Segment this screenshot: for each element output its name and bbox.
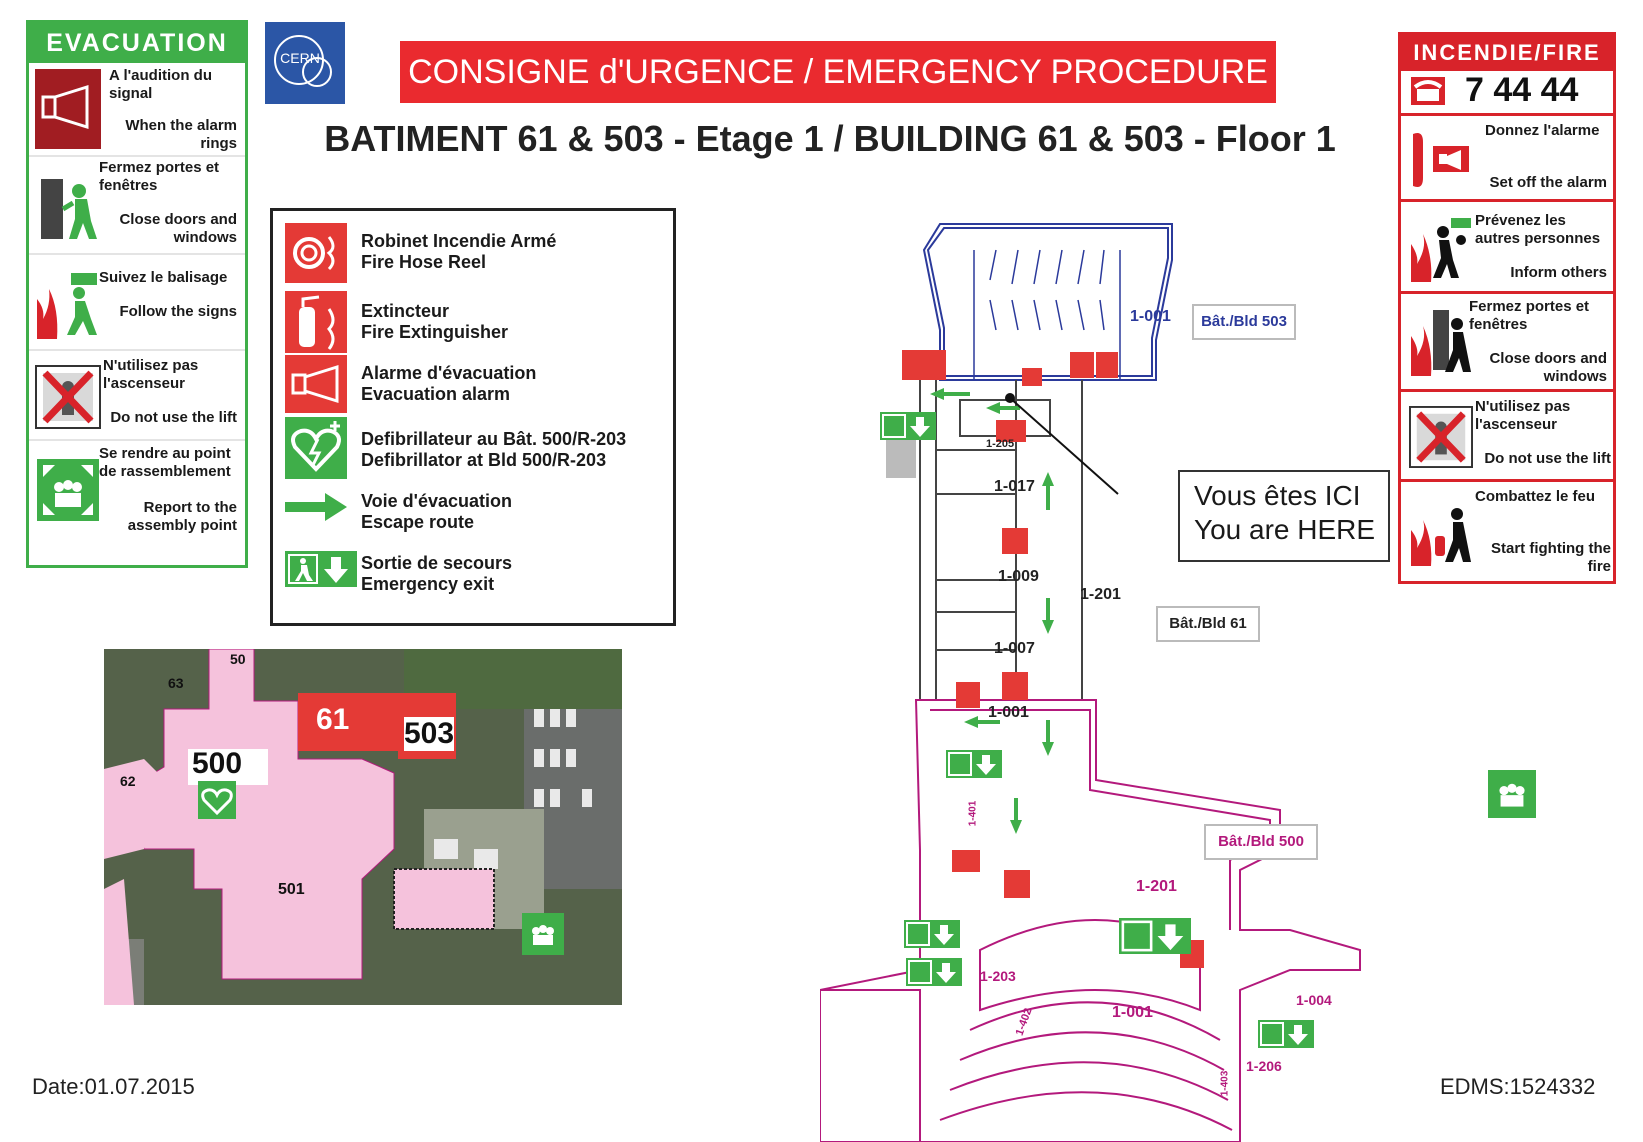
no-lift-icon xyxy=(35,365,101,429)
legend-fr-extinguisher: Extincteur xyxy=(361,301,450,321)
fire-step-3-en: Close doors and windows xyxy=(1489,350,1607,385)
defibrillator-icon xyxy=(285,417,347,479)
emergency-banner: CONSIGNE d'URGENCE / EMERGENCY PROCEDURE xyxy=(400,41,1276,103)
room-1-402: 1-402 xyxy=(1013,1006,1035,1038)
room-503-1-001: 1-001 xyxy=(1130,308,1171,325)
fire-step-3-fr: Fermez portes et fenêtres xyxy=(1469,298,1590,333)
assembly-point-icon xyxy=(37,459,99,521)
fire-step-3 xyxy=(1401,291,1613,392)
exit-sign-500-west-2 xyxy=(906,958,962,986)
you-are-here-dot xyxy=(1005,393,1015,403)
room-1-401: 1-401 xyxy=(967,800,979,827)
room-1-205: 1-205 xyxy=(986,438,1015,450)
legend-en-defib: Defibrillator at Bld 500/R-203 xyxy=(361,450,607,470)
evac-step-3-en: Follow the signs xyxy=(119,303,237,320)
floorplan-assembly-point-icon xyxy=(1488,770,1536,818)
room-500-1-201: 1-201 xyxy=(1136,878,1177,895)
evac-step-2 xyxy=(29,155,245,255)
evac-step-5 xyxy=(29,439,245,565)
room-1-009: 1-009 xyxy=(998,568,1039,585)
fire-step-1-fr: Donnez l'alarme xyxy=(1485,122,1600,139)
emergency-exit-icon xyxy=(285,551,357,587)
room-1-004: 1-004 xyxy=(1296,992,1332,1008)
evacuation-alarm-icon xyxy=(285,355,347,413)
warn-others-icon xyxy=(1409,214,1473,282)
fire-step-2-fr: Prévenez les autres personnes xyxy=(1475,212,1601,247)
cern-logo-text: CERN xyxy=(280,50,320,66)
building-500-plan xyxy=(820,700,1360,1142)
evac-step-3 xyxy=(29,253,245,351)
fire-step-1 xyxy=(1401,113,1613,202)
exit-sign-61 xyxy=(946,750,1002,778)
bld-503-label: Bât./Bld 503 xyxy=(1192,304,1296,340)
evacuation-title: EVACUATION xyxy=(29,23,245,63)
evac-step-1-en: When the alarm rings xyxy=(125,117,237,152)
escape-route-arrow-icon xyxy=(285,493,347,521)
you-are-here-box xyxy=(1178,470,1390,562)
evac-step-1-fr: A l'audition du signal xyxy=(109,67,212,102)
evac-step-5-fr: Se rendre au point de rassemblement xyxy=(99,445,231,480)
exit-sign-500-west-1 xyxy=(904,920,960,948)
room-1-403: 1-403 xyxy=(1219,1070,1231,1097)
fire-step-1-en: Set off the alarm xyxy=(1489,174,1607,191)
fire-alarm-call-icon xyxy=(1409,126,1473,194)
fire-phone-number: 7 44 44 xyxy=(1465,71,1579,109)
exit-sign-500-center xyxy=(1118,918,1192,954)
evac-step-2-fr: Fermez portes et fenêtres xyxy=(99,159,220,194)
legend-en-extinguisher: Fire Extinguisher xyxy=(361,322,509,342)
legend-fr-hose: Robinet Incendie Armé xyxy=(361,231,557,251)
fire-step-5-en: Start fighting the fire xyxy=(1491,540,1611,575)
building-503-plan xyxy=(924,224,1172,380)
evacuation-panel xyxy=(26,20,248,568)
aerial-label-500: 500 xyxy=(192,747,243,780)
legend-en-exit: Emergency exit xyxy=(361,574,495,594)
legend-en-alarm: Evacuation alarm xyxy=(361,384,511,404)
aerial-defibrillator-icon xyxy=(198,781,236,819)
aerial-map xyxy=(104,649,622,1005)
bld-500-label: Bât./Bld 500 xyxy=(1204,824,1318,860)
page-title: BATIMENT 61 & 503 - Etage 1 / BUILDING 61 & 503 - Floor 1 xyxy=(324,118,1336,159)
alarm-horn-icon xyxy=(35,69,101,149)
edms-label: EDMS:1524332 xyxy=(1440,1074,1596,1099)
fire-step-2-en: Inform others xyxy=(1510,264,1607,281)
aerial-label-61: 61 xyxy=(316,703,350,736)
evac-step-3-fr: Suivez le balisage xyxy=(99,269,228,286)
room-1-007: 1-007 xyxy=(994,640,1035,657)
extinguish-fire-icon xyxy=(1409,496,1473,566)
legend-box xyxy=(270,208,676,626)
fire-hose-reel-icon xyxy=(285,223,347,283)
room-500-1-001: 1-001 xyxy=(1112,1004,1153,1021)
exit-sign-500-east xyxy=(1258,1020,1314,1048)
evac-step-4 xyxy=(29,349,245,441)
fire-extinguisher-icon xyxy=(285,291,347,353)
close-door-fire-icon xyxy=(1409,306,1473,376)
fire-step-5 xyxy=(1401,479,1613,584)
fire-step-4-en: Do not use the lift xyxy=(1484,450,1611,467)
room-1-203: 1-203 xyxy=(980,968,1016,984)
close-door-icon xyxy=(35,173,101,243)
evac-step-4-fr: N'utilisez pas l'ascenseur xyxy=(103,357,199,392)
evac-step-2-en: Close doors and windows xyxy=(119,211,237,246)
aerial-label-50: 50 xyxy=(230,651,246,667)
legend-fr-alarm: Alarme d'évacuation xyxy=(361,363,537,383)
fire-step-4-fr: N'utilisez pas l'ascenseur xyxy=(1475,398,1571,433)
fire-title: INCENDIE/FIRE xyxy=(1401,35,1613,71)
running-man-exit-icon xyxy=(35,269,101,339)
fire-panel xyxy=(1398,32,1616,584)
evac-step-4-en: Do not use the lift xyxy=(110,409,237,426)
room-61-1-201: 1-201 xyxy=(1080,586,1121,603)
date-label: Date:01.07.2015 xyxy=(32,1074,195,1099)
you-are-here-fr: Vous êtes ICI xyxy=(1194,480,1361,511)
fire-step-2 xyxy=(1401,199,1613,294)
fire-step-5-fr: Combattez le feu xyxy=(1475,488,1596,505)
evac-step-1 xyxy=(29,63,245,155)
fire-phone-row xyxy=(1401,71,1613,111)
you-are-here-en: You are HERE xyxy=(1194,514,1376,545)
aerial-label-501: 501 xyxy=(278,881,305,898)
fire-step-4 xyxy=(1401,389,1613,482)
legend-fr-defib: Defibrillateur au Bât. 500/R-203 xyxy=(361,429,627,449)
room-1-206: 1-206 xyxy=(1246,1058,1282,1074)
room-1-017: 1-017 xyxy=(994,478,1035,495)
aerial-label-62: 62 xyxy=(120,773,136,789)
no-lift-icon-fire xyxy=(1409,406,1473,468)
legend-fr-route: Voie d'évacuation xyxy=(361,491,512,511)
cern-logo xyxy=(265,22,345,104)
legend-en-route: Escape route xyxy=(361,512,475,532)
legend-en-hose: Fire Hose Reel xyxy=(361,252,487,272)
aerial-label-63: 63 xyxy=(168,675,184,691)
bld-61-label: Bât./Bld 61 xyxy=(1156,606,1260,642)
aerial-assembly-point-icon xyxy=(522,913,564,955)
phone-icon xyxy=(1411,77,1445,105)
aerial-label-503: 503 xyxy=(404,717,455,750)
room-61-1-001: 1-001 xyxy=(988,704,1029,721)
evac-step-5-en: Report to the assembly point xyxy=(127,499,237,534)
legend-fr-exit: Sortie de secours xyxy=(361,553,513,573)
fire-equipment-markers xyxy=(902,350,1204,968)
exit-sign-503 xyxy=(880,412,936,440)
